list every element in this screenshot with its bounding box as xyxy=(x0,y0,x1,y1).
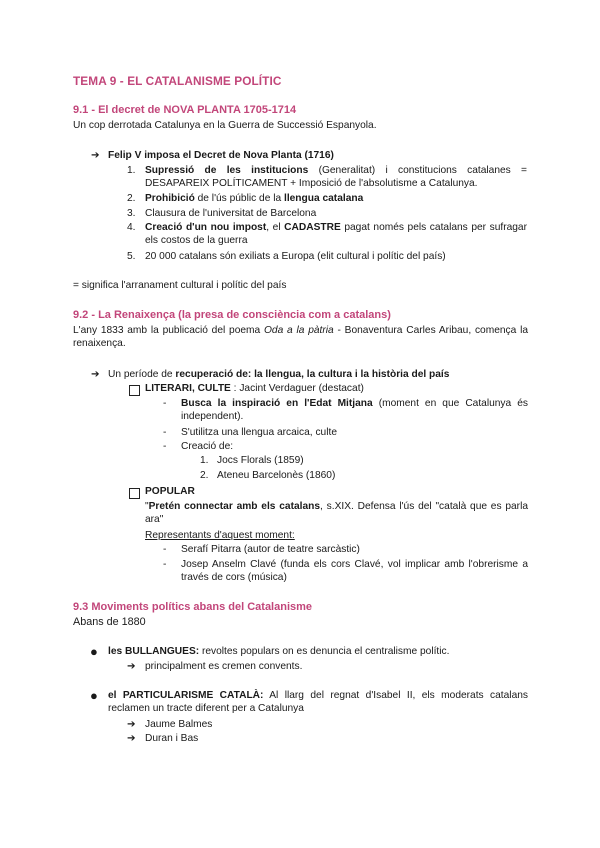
arrow-icon: ➔ xyxy=(91,150,100,161)
arrow-item: Un període de recuperació de: la llengua, la cultura i la història del país xyxy=(108,369,450,380)
list-item: les BULLANGUES: revoltes populars on es denuncia el centralisme polític. xyxy=(108,646,450,657)
page-title: TEMA 9 - EL CATALANISME POLÍTIC xyxy=(73,74,282,88)
list-item: Duran i Bas xyxy=(145,733,199,744)
list-item: Creació d'un nou impost, el CADASTRE pagat només pels catalans per sufragar els costos de la guerra xyxy=(145,222,527,246)
list-item: Creació de: xyxy=(181,441,234,452)
checkbox-icon xyxy=(129,382,140,400)
dash-icon: - xyxy=(163,398,167,409)
section-subheading: Abans de 1880 xyxy=(73,616,146,628)
arrow-icon: ➔ xyxy=(91,369,100,380)
list-item: Supressió de les institucions (Generalitat) i constitucions catalanes = DESAPAREIX POLÍTICAMENT + Imposició de l'absolutisme a Catalunya. xyxy=(145,165,527,189)
list-number: 2. xyxy=(200,470,209,481)
list-number: 5. xyxy=(127,251,136,262)
list-number: 3. xyxy=(127,208,136,219)
dash-icon: - xyxy=(163,427,167,438)
list-item: Josep Anselm Clavé (funda els cors Clavé, vol implicar amb l'obrerisme a través de cors (música) xyxy=(181,559,528,583)
list-item: Jocs Florals (1859) xyxy=(217,455,304,466)
list-number: 2. xyxy=(127,193,136,204)
arrow-icon: ➔ xyxy=(127,661,136,672)
note-text: = significa l'arranament cultural i polític del país xyxy=(73,280,287,291)
bullet-icon: ● xyxy=(90,688,98,703)
checkbox-icon xyxy=(129,485,140,503)
section-heading-9-3: 9.3 Moviments polítics abans del Catalanisme xyxy=(73,601,313,613)
list-number: 1. xyxy=(200,455,209,466)
list-item: 20 000 catalans són exiliats a Europa (elit cultural i polític del país) xyxy=(145,251,446,262)
arrow-icon: ➔ xyxy=(127,719,136,730)
list-item: Jaume Balmes xyxy=(145,719,213,730)
dash-icon: - xyxy=(163,559,167,570)
list-item: Serafí Pitarra (autor de teatre sarcàstic) xyxy=(181,544,360,555)
section-heading-9-2: 9.2 - La Renaixença (la presa de consciència com a catalans) xyxy=(73,309,391,321)
list-number: 4. xyxy=(127,222,136,233)
representants-heading: Representants d'aquest moment: xyxy=(145,530,295,541)
arrow-icon: ➔ xyxy=(127,733,136,744)
popular-text: "Pretén connectar amb els catalans, s.XIX. Defensa l'ús del "català que es parla ara" xyxy=(145,501,528,525)
arrow-item: Felip V imposa el Decret de Nova Planta (1716) xyxy=(108,150,334,161)
section-heading-9-1: 9.1 - El decret de NOVA PLANTA 1705-1714 xyxy=(73,104,297,116)
section-intro: Un cop derrotada Catalunya en la Guerra de Successió Espanyola. xyxy=(73,120,377,131)
list-item: el PARTICULARISME CATALÀ: Al llarg del regnat d'Isabel II, els moderats catalans reclamen un tracte diferent per a Catalunya xyxy=(108,690,528,714)
list-number: 1. xyxy=(127,165,136,176)
list-item: Clausura de l'universitat de Barcelona xyxy=(145,208,317,219)
section-intro: L'any 1833 amb la publicació del poema Oda a la pàtria - Bonaventura Carles Aribau, comença la renaixença. xyxy=(73,325,529,349)
dash-icon: - xyxy=(163,441,167,452)
list-item: principalment es cremen convents. xyxy=(145,661,303,672)
list-item: Busca la inspiració en l'Edat Mitjana (moment en que Catalunya és independent). xyxy=(181,398,528,422)
list-item: S'utilitza una llengua arcaica, culte xyxy=(181,427,337,438)
dash-icon: - xyxy=(163,544,167,555)
literari-label: LITERARI, CULTE : Jacint Verdaguer (destacat) xyxy=(145,383,364,394)
popular-label: POPULAR xyxy=(145,486,195,497)
list-item: Prohibició de l'ús públic de la llengua catalana xyxy=(145,193,364,204)
list-item: Ateneu Barcelonès (1860) xyxy=(217,470,336,481)
bullet-icon: ● xyxy=(90,644,98,659)
